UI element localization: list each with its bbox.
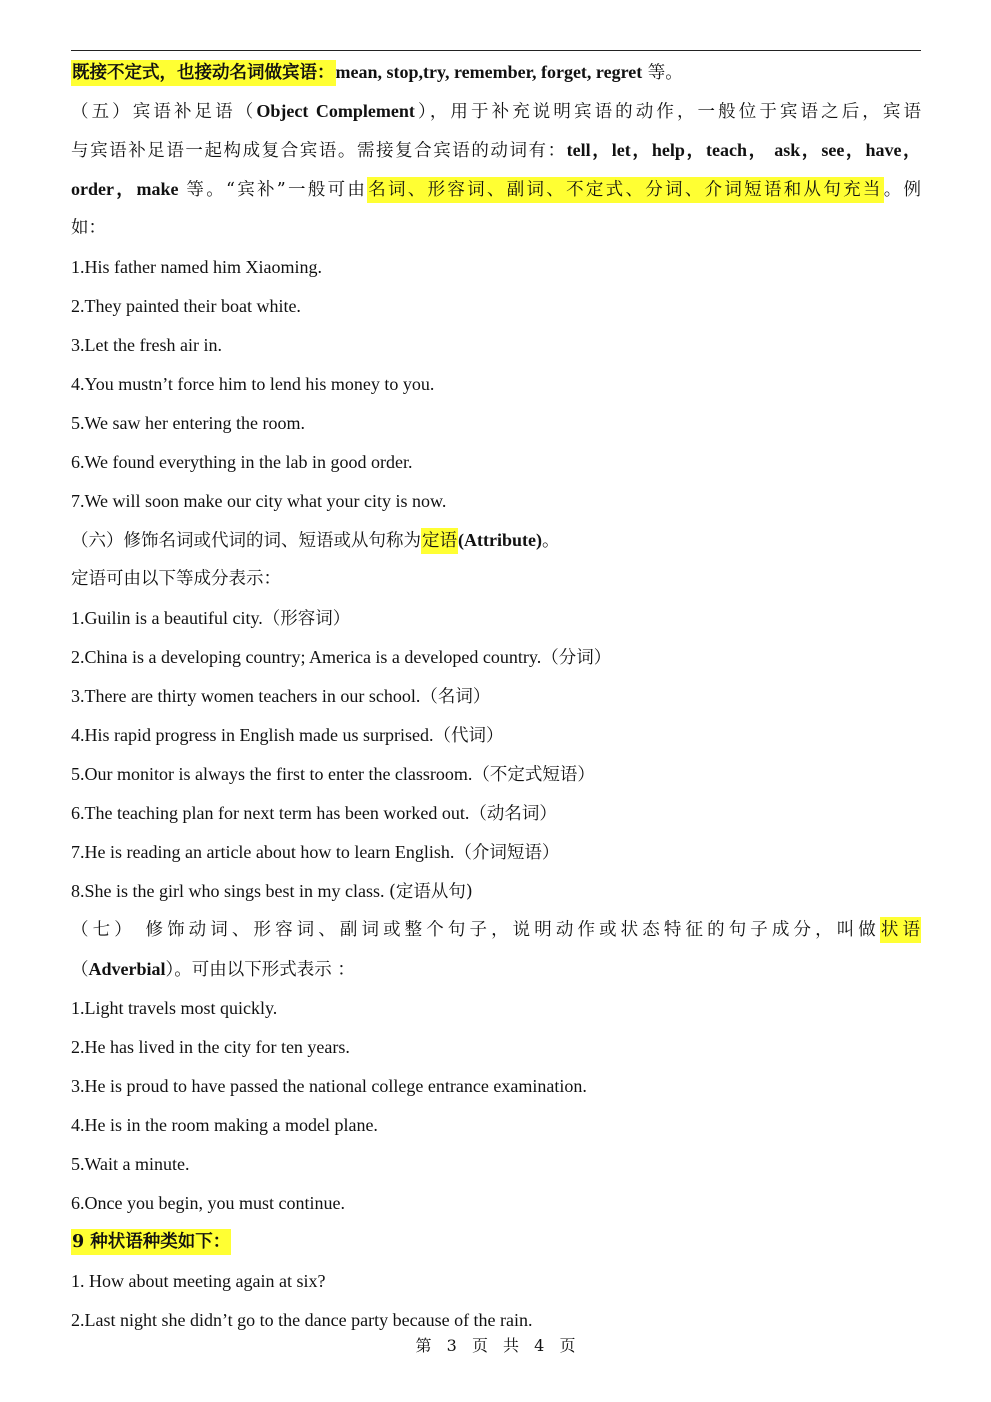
highlight-text: 既接不定式，也接动名词做宾语： (71, 60, 336, 86)
example-sentence: 5.Our monitor is always the first to enter the classroom.（不定式短语） (71, 764, 595, 785)
example-sentence: 3.He is proud to have passed the national college entrance examination. (71, 1076, 587, 1096)
example-sentence: 2.They painted their boat white. (71, 296, 301, 316)
example-sentence: 4.His rapid progress in English made us surprised.（代词） (71, 725, 504, 746)
intro-line (71, 53, 921, 92)
example-sentence: 1. How about meeting again at six? (71, 1271, 326, 1291)
example-sentence: 8.She is the girl who sings best in my class. (定语从句) (71, 881, 473, 902)
example-sentence: 4.You mustn’t force him to lend his money to you. (71, 374, 435, 394)
term-english: Object Complement (256, 101, 415, 121)
example-sentence: 4.He is in the room making a model plane. (71, 1115, 378, 1135)
example-sentence: 2.He has lived in the city for ten years. (71, 1037, 350, 1057)
highlight-text: 状语 (880, 917, 921, 943)
verb-list: mean, stop,try, remember, forget, regret (335, 62, 643, 82)
paragraph-line: 如： (71, 218, 106, 238)
verb-list: tell，let，help，teach， ask，see，have， (566, 140, 922, 160)
example-sentence: 1.Guilin is a beautiful city.（形容词） (71, 608, 351, 629)
paragraph-line: order，make 等。“宾补”一般可由名词、形容词、副词、不定式、分词、介词短语和从句充当。例 (71, 170, 921, 209)
example-sentence: 3.There are thirty women teachers in our school.（名词） (71, 686, 491, 707)
example-sentence: 1.His father named him Xiaoming. (71, 257, 322, 277)
example-sentence: 3.Let the fresh air in. (71, 335, 222, 355)
example-sentence: 7.He is reading an article about how to learn English.（介词短语） (71, 842, 560, 863)
example-sentence: 5.Wait a minute. (71, 1154, 190, 1174)
attribute-subheading: 定语可由以下等成分表示： (71, 569, 281, 589)
paragraph-line: （Adverbial）。可由以下形式表示 ： (71, 959, 355, 980)
grammar-note: （不定式短语） (472, 765, 595, 785)
highlight-text: 9 种状语种类如下： (71, 1229, 231, 1255)
example-sentence: 2.Last night she didn’t go to the dance party because of the rain. (71, 1310, 533, 1330)
example-sentence: 2.China is a developing country; America is a developed country.（分词） (71, 647, 612, 668)
grammar-note: (定语从句) (389, 882, 473, 902)
attribute-heading: （六）修饰名词或代词的词、短语或从句称为定语(Attribute)。 (71, 521, 921, 560)
example-sentence: 1.Light travels most quickly. (71, 998, 278, 1018)
grammar-note: （动名词） (469, 804, 557, 824)
grammar-note: （介词短语） (454, 843, 560, 863)
example-sentence: 6.The teaching plan for next term has been worked out.（动名词） (71, 803, 557, 824)
grammar-note: （形容词） (262, 609, 351, 629)
example-sentence: 6.We found everything in the lab in good order. (71, 452, 413, 472)
example-sentence: 5.We saw her entering the room. (71, 413, 305, 433)
adverbial-types-heading (71, 1223, 921, 1262)
object-complement-heading: （五）宾语补足语（Object Complement），用于补充说明宾语的动作，一般位于宾语之后，宾语 (71, 101, 921, 122)
text-span: 等。 (642, 63, 683, 83)
header-rule (71, 50, 921, 51)
adverbial-heading: （七） 修饰动词、形容词、副词或整个句子，说明动作或状态特征的句子成分，叫做状语 (71, 911, 921, 950)
page-footer: 第 3 页 共 4 页 (415, 1336, 576, 1355)
page-number: 3 (446, 1336, 457, 1355)
page-total: 4 (534, 1336, 545, 1355)
highlight-text: 名词、形容词、副词、不定式、分词、介词短语和从句充当 (367, 177, 884, 203)
grammar-note: （代词） (433, 726, 504, 746)
grammar-note: （名词） (420, 687, 491, 707)
verb-list: order，make (71, 179, 179, 199)
paragraph-line: 与宾语补足语一起构成复合宾语。需接复合宾语的动词有：tell，let，help，teach， ask，see，have， (71, 140, 922, 161)
example-sentence: 7.We will soon make our city what your city is now. (71, 491, 447, 511)
example-sentence: 6.Once you begin, you must continue. (71, 1193, 345, 1213)
term-english: Adverbial (88, 959, 166, 979)
term-english: (Attribute) (458, 530, 542, 550)
document-body (71, 53, 921, 1340)
highlight-text: 定语 (421, 528, 458, 554)
grammar-note: （分词） (541, 648, 612, 668)
